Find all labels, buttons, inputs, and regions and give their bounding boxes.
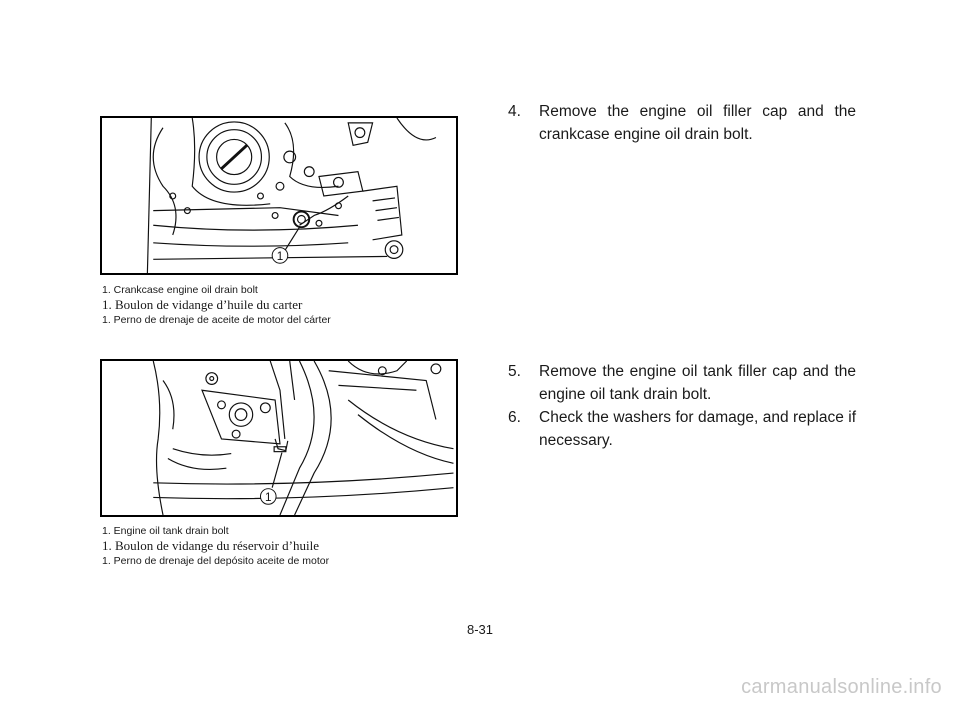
step-text: Check the washers for damage, and replace if necessary.: [539, 409, 856, 449]
page-number: 8-31: [466, 622, 494, 637]
oil-tank-drawing: [102, 361, 456, 515]
callout-number: 1: [276, 249, 284, 263]
caption-spanish: 1. Perno de drenaje del depósito aceite de motor: [102, 555, 330, 567]
caption-block-2: [102, 524, 482, 568]
caption-english: 1. Engine oil tank drain bolt: [102, 525, 229, 537]
caption-spanish: 1. Perno de drenaje de aceite de motor del cárter: [102, 314, 331, 326]
step-number: 6.: [508, 409, 521, 426]
figure-oil-tank-drain-bolt: [100, 359, 458, 517]
caption-english: 1. Crankcase engine oil drain bolt: [102, 284, 258, 296]
step-number: 4.: [508, 103, 521, 120]
caption-french: 1. Boulon de vidange d’huile du carter: [102, 297, 303, 312]
callout-number: 1: [265, 490, 272, 504]
step-text: Remove the engine oil filler cap and the crankcase engine oil drain bolt.: [539, 103, 856, 143]
step-text: Remove the engine oil tank filler cap and the engine oil tank drain bolt.: [539, 363, 856, 403]
figure-crankcase-drain-bolt: [100, 116, 458, 275]
step-6: [508, 406, 856, 452]
step-5: [508, 360, 856, 406]
step-number: 5.: [508, 363, 521, 380]
caption-block-1: [102, 283, 482, 327]
step-4: [508, 100, 856, 146]
watermark: carmanualsonline.info: [741, 676, 942, 698]
crankcase-drawing: [102, 118, 456, 273]
caption-french: 1. Boulon de vidange du réservoir d’huile: [102, 538, 319, 553]
